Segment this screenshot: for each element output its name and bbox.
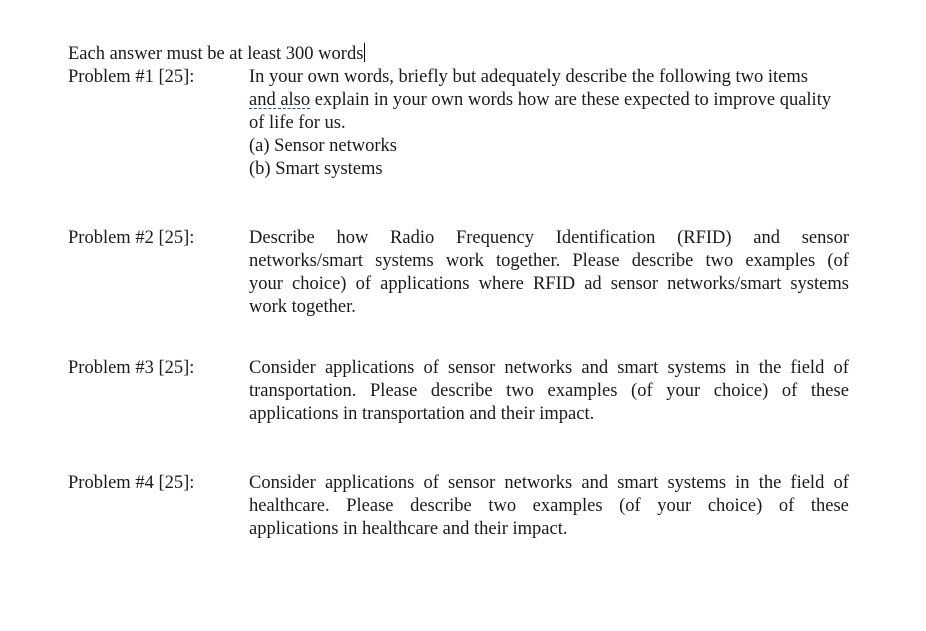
word: of <box>778 496 795 516</box>
word: and <box>581 473 609 493</box>
word: RFID <box>532 274 576 294</box>
problem-4-line-1 <box>249 472 849 495</box>
word: Identification <box>555 228 656 248</box>
word: Consider <box>249 358 316 378</box>
word: where <box>478 274 524 294</box>
word: Consider <box>249 473 316 493</box>
word: choice) <box>707 496 763 516</box>
word: smart <box>617 473 659 493</box>
problem-1-line-2 <box>249 89 831 112</box>
word: systems <box>667 358 727 378</box>
word: these <box>810 381 849 401</box>
problem-3-line-2 <box>249 380 849 403</box>
word: Please <box>346 496 394 516</box>
word: the <box>758 473 782 493</box>
word: and <box>581 358 609 378</box>
problem-4-label: Problem #4 [25]: <box>68 473 195 493</box>
problem-3-label: Problem #3 [25]: <box>68 358 195 378</box>
word: these <box>810 496 849 516</box>
word: systems <box>667 473 727 493</box>
text-cursor <box>364 43 365 62</box>
word: sensor <box>610 274 659 294</box>
word: Describe <box>249 228 315 248</box>
word: applications <box>380 274 470 294</box>
word: field <box>790 358 825 378</box>
problem-2-line-3 <box>249 273 849 296</box>
word: describe <box>410 496 472 516</box>
word: of <box>781 381 798 401</box>
problem-1-item-a: (a) Sensor networks <box>249 136 397 156</box>
problem-1-line-2-rest: explain in your own words how are these expected to improve quality <box>310 90 832 110</box>
word: networks/smart <box>249 251 364 271</box>
word: networks/smart <box>667 274 782 294</box>
word: networks <box>504 358 573 378</box>
problem-2-line-4: work together. <box>249 297 356 317</box>
word: Frequency <box>455 228 535 248</box>
word: the <box>758 358 782 378</box>
word: of <box>833 473 849 493</box>
problem-1-item-b: (b) Smart systems <box>249 159 383 179</box>
word: sensor <box>448 358 496 378</box>
problem-3-line-1 <box>249 357 849 380</box>
word: applications <box>324 358 415 378</box>
grammar-flag[interactable]: and also <box>249 90 311 110</box>
word: (RFID) <box>677 228 732 248</box>
problem-3-line-3: applications in transportation and their impact. <box>249 404 595 424</box>
word: describe <box>430 381 493 401</box>
word: healthcare. <box>249 496 330 516</box>
problem-4-line-2 <box>249 495 849 518</box>
word: of <box>423 473 439 493</box>
word: networks <box>504 473 573 493</box>
word: how <box>336 228 369 248</box>
word: field <box>790 473 825 493</box>
word: Please <box>572 251 620 271</box>
word: describe <box>631 251 694 271</box>
word: sensor <box>801 228 849 248</box>
word: two <box>705 251 734 271</box>
problem-1-line-1: In your own words, briefly but adequately describe the following two items <box>249 67 808 87</box>
word: choice) <box>713 381 769 401</box>
word: two <box>506 381 534 401</box>
word: in <box>735 358 750 378</box>
word: your <box>666 381 701 401</box>
word: your <box>249 274 283 294</box>
word: examples <box>745 251 816 271</box>
problem-2-label: Problem #2 [25]: <box>68 228 195 248</box>
problem-2-line-1 <box>249 227 849 250</box>
problem-1-line-3: of life for us. <box>249 113 346 133</box>
word: examples <box>532 496 603 516</box>
instruction-text: Each answer must be at least 300 words <box>68 44 364 64</box>
word: transportation. <box>249 381 357 401</box>
word: (of <box>631 381 653 401</box>
word: of <box>423 358 439 378</box>
word: and <box>753 228 780 248</box>
word: together. <box>496 251 561 271</box>
word: smart <box>617 358 659 378</box>
word: systems <box>375 251 434 271</box>
word: examples <box>547 381 618 401</box>
word: Radio <box>390 228 435 248</box>
word: work <box>445 251 484 271</box>
problem-1-label: Problem #1 [25]: <box>68 67 195 87</box>
word: Please <box>370 381 418 401</box>
problem-2-line-2 <box>249 250 849 273</box>
word: choice) <box>292 274 347 294</box>
word: applications <box>324 473 415 493</box>
word: of <box>355 274 371 294</box>
word: of <box>833 358 849 378</box>
instruction-line <box>68 43 365 66</box>
word: two <box>488 496 517 516</box>
word: ad <box>584 274 602 294</box>
problem-4-line-3: applications in healthcare and their impact. <box>249 519 568 539</box>
word: (of <box>619 496 641 516</box>
word: your <box>657 496 692 516</box>
word: in <box>735 473 750 493</box>
word: systems <box>790 274 849 294</box>
word: (of <box>827 251 849 271</box>
word: sensor <box>448 473 496 493</box>
